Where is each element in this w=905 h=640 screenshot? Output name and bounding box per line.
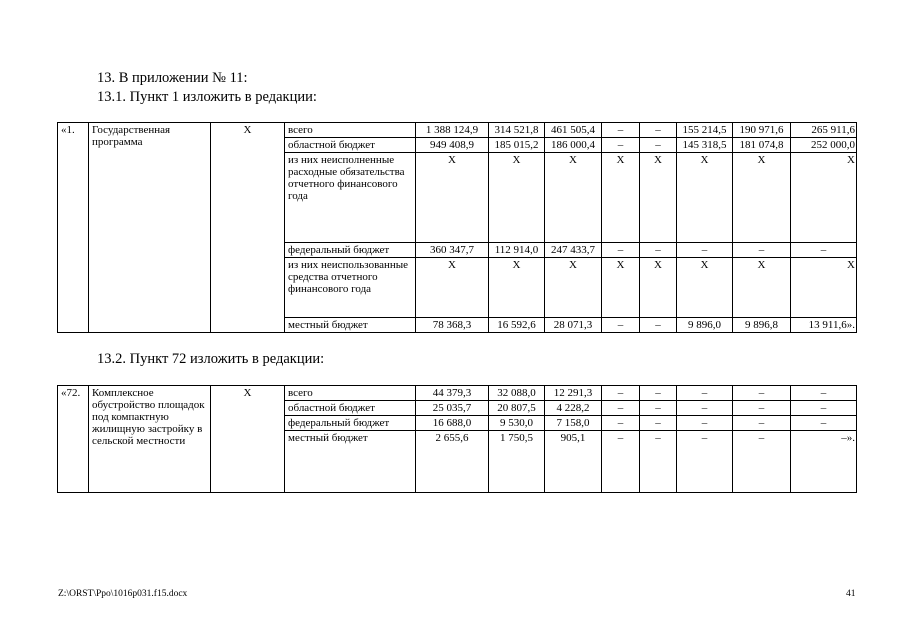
value-cell: 2 655,6: [416, 431, 489, 493]
value-cell: 949 408,9: [416, 138, 489, 153]
value-cell: –: [602, 401, 640, 416]
value-cell: 78 368,3: [416, 318, 489, 333]
value-cell: –: [733, 386, 791, 401]
value-cell: 186 000,4: [545, 138, 602, 153]
row-label: федеральный бюджет: [285, 243, 416, 258]
value-cell: X: [545, 258, 602, 318]
value-cell: –: [733, 401, 791, 416]
value-cell: 360 347,7: [416, 243, 489, 258]
value-cell: X: [416, 153, 489, 243]
value-cell: –: [602, 318, 640, 333]
heading-13-2: 13.2. Пункт 72 изложить в редакции:: [97, 351, 325, 367]
row-label: всего: [285, 123, 416, 138]
value-cell: –: [791, 386, 857, 401]
value-cell: 4 228,2: [545, 401, 602, 416]
value-cell: –: [640, 386, 677, 401]
value-cell: –: [602, 386, 640, 401]
value-cell: 32 088,0: [489, 386, 545, 401]
program-name: Комплексное обустройство площадок под компактную жилищную застройку в сельской местности: [89, 386, 211, 493]
row-label: федеральный бюджет: [285, 416, 416, 431]
value-cell: –: [640, 401, 677, 416]
value-cell: 314 521,8: [489, 123, 545, 138]
value-cell: –: [640, 123, 677, 138]
row-label: областной бюджет: [285, 138, 416, 153]
value-cell: –: [677, 386, 733, 401]
value-cell: 190 971,6: [733, 123, 791, 138]
footer-page-number: 41: [846, 589, 856, 599]
row-label: из них неиспользованные средства отчетного финансового года: [285, 258, 416, 318]
value-cell: –: [733, 431, 791, 493]
heading-13: 13. В приложении № 11:: [97, 70, 248, 86]
table-point-1: [57, 122, 857, 333]
value-cell: –: [677, 431, 733, 493]
value-cell: 9 530,0: [489, 416, 545, 431]
value-cell: 252 000,0: [791, 138, 857, 153]
x-mark: X: [211, 386, 285, 493]
heading-13-1: 13.1. Пункт 1 изложить в редакции:: [97, 89, 317, 105]
value-cell: 13 911,6».: [791, 318, 857, 333]
value-cell: 44 379,3: [416, 386, 489, 401]
value-cell: –: [733, 416, 791, 431]
value-cell: –: [602, 138, 640, 153]
x-mark: X: [211, 123, 285, 333]
value-cell: –: [791, 401, 857, 416]
value-cell: –: [640, 318, 677, 333]
item-number: «72.: [58, 386, 89, 493]
value-cell: –: [677, 416, 733, 431]
value-cell: –: [677, 401, 733, 416]
value-cell: X: [640, 153, 677, 243]
value-cell: 28 071,3: [545, 318, 602, 333]
value-cell: X: [489, 153, 545, 243]
value-cell: 145 318,5: [677, 138, 733, 153]
value-cell: 247 433,7: [545, 243, 602, 258]
value-cell: –: [602, 431, 640, 493]
value-cell: –».: [791, 431, 857, 493]
value-cell: X: [791, 153, 857, 243]
value-cell: 181 074,8: [733, 138, 791, 153]
value-cell: –: [733, 243, 791, 258]
value-cell: –: [602, 243, 640, 258]
value-cell: X: [677, 153, 733, 243]
value-cell: X: [545, 153, 602, 243]
value-cell: –: [640, 138, 677, 153]
value-cell: X: [677, 258, 733, 318]
value-cell: 1 388 124,9: [416, 123, 489, 138]
row-label: местный бюджет: [285, 318, 416, 333]
table-row: [58, 386, 857, 401]
value-cell: X: [640, 258, 677, 318]
row-label: местный бюджет: [285, 431, 416, 493]
value-cell: –: [602, 416, 640, 431]
item-number: «1.: [58, 123, 89, 333]
value-cell: 16 592,6: [489, 318, 545, 333]
value-cell: –: [677, 243, 733, 258]
value-cell: 185 015,2: [489, 138, 545, 153]
value-cell: –: [791, 416, 857, 431]
value-cell: 9 896,0: [677, 318, 733, 333]
row-label: всего: [285, 386, 416, 401]
footer-file-path: Z:\ORST\Ppo\1016p031.f15.docx: [58, 589, 188, 599]
value-cell: X: [791, 258, 857, 318]
value-cell: –: [640, 416, 677, 431]
value-cell: X: [602, 258, 640, 318]
value-cell: –: [640, 243, 677, 258]
value-cell: 905,1: [545, 431, 602, 493]
value-cell: 25 035,7: [416, 401, 489, 416]
table-row: [58, 123, 857, 138]
value-cell: 20 807,5: [489, 401, 545, 416]
value-cell: X: [602, 153, 640, 243]
value-cell: –: [791, 243, 857, 258]
value-cell: X: [733, 258, 791, 318]
value-cell: X: [733, 153, 791, 243]
value-cell: –: [640, 431, 677, 493]
value-cell: 155 214,5: [677, 123, 733, 138]
value-cell: 461 505,4: [545, 123, 602, 138]
row-label: из них неисполненные расходные обязательства отчетного финансового года: [285, 153, 416, 243]
program-name: Государственная программа: [89, 123, 211, 333]
value-cell: 112 914,0: [489, 243, 545, 258]
value-cell: X: [416, 258, 489, 318]
value-cell: X: [489, 258, 545, 318]
row-label: областной бюджет: [285, 401, 416, 416]
value-cell: 265 911,6: [791, 123, 857, 138]
value-cell: 12 291,3: [545, 386, 602, 401]
value-cell: 1 750,5: [489, 431, 545, 493]
value-cell: 7 158,0: [545, 416, 602, 431]
value-cell: –: [602, 123, 640, 138]
value-cell: 9 896,8: [733, 318, 791, 333]
table-point-72: [57, 385, 857, 493]
value-cell: 16 688,0: [416, 416, 489, 431]
